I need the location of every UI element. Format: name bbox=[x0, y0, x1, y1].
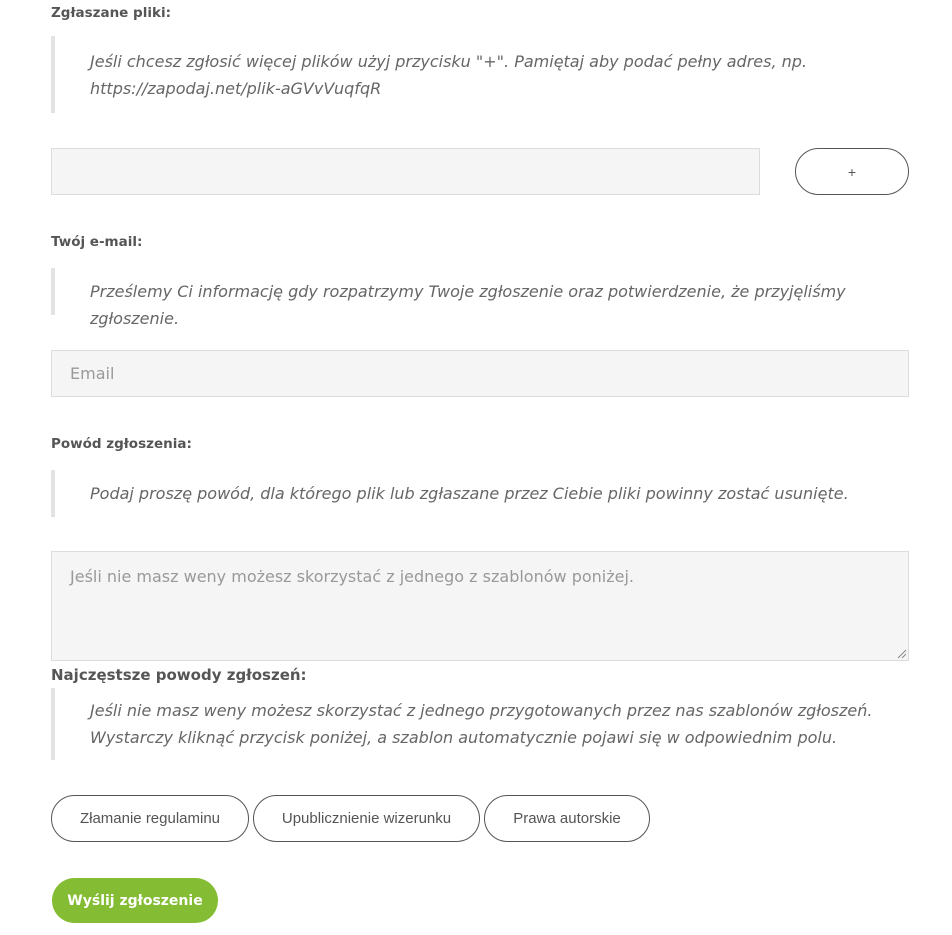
file-url-input[interactable] bbox=[51, 148, 760, 195]
templates-hint-text: Jeśli nie masz weny możesz skorzystać z jednego przygotowanych przez nas szablonów zgłoszeń. Wystarczy kliknąć przycisk poniżej, a szablon automatycznie pojawi się w odpowiednim polu. bbox=[90, 701, 873, 747]
reason-textarea[interactable] bbox=[51, 551, 909, 661]
reason-label: Powód zgłoszenia: bbox=[51, 436, 192, 452]
files-hint-text: Jeśli chcesz zgłosić więcej plików użyj przycisku "+". Pamiętaj aby podać pełny adres, np. https://zapodaj.net/plik-aGVvVuqfqR bbox=[90, 52, 808, 98]
email-input[interactable] bbox=[51, 350, 909, 397]
templates-hint bbox=[51, 688, 911, 760]
email-label: Twój e-mail: bbox=[51, 234, 143, 250]
reason-textarea-wrap bbox=[51, 551, 909, 661]
add-file-button[interactable]: + bbox=[795, 148, 909, 195]
email-hint bbox=[51, 268, 911, 328]
email-hint-text: Prześlemy Ci informację gdy rozpatrzymy Twoje zgłoszenie oraz potwierdzenie, że przyjęliśmy zgłoszenie. bbox=[90, 282, 846, 328]
files-label: Zgłaszane pliki: bbox=[51, 5, 171, 21]
files-hint bbox=[51, 36, 911, 113]
template-button-rules-violation[interactable]: Złamanie regulaminu bbox=[51, 795, 249, 842]
reason-hint-text: Podaj proszę powód, dla którego plik lub zgłaszane przez Ciebie pliki powinny zostać usunięte. bbox=[90, 484, 849, 503]
template-button-copyright[interactable]: Prawa autorskie bbox=[484, 795, 650, 842]
template-button-image-publication[interactable]: Upublicznienie wizerunku bbox=[253, 795, 480, 842]
templates-label: Najczęstsze powody zgłoszeń: bbox=[51, 666, 307, 684]
submit-report-button[interactable]: Wyślij zgłoszenie bbox=[52, 878, 218, 923]
reason-hint bbox=[51, 470, 911, 517]
resize-handle-icon[interactable] bbox=[897, 649, 907, 659]
